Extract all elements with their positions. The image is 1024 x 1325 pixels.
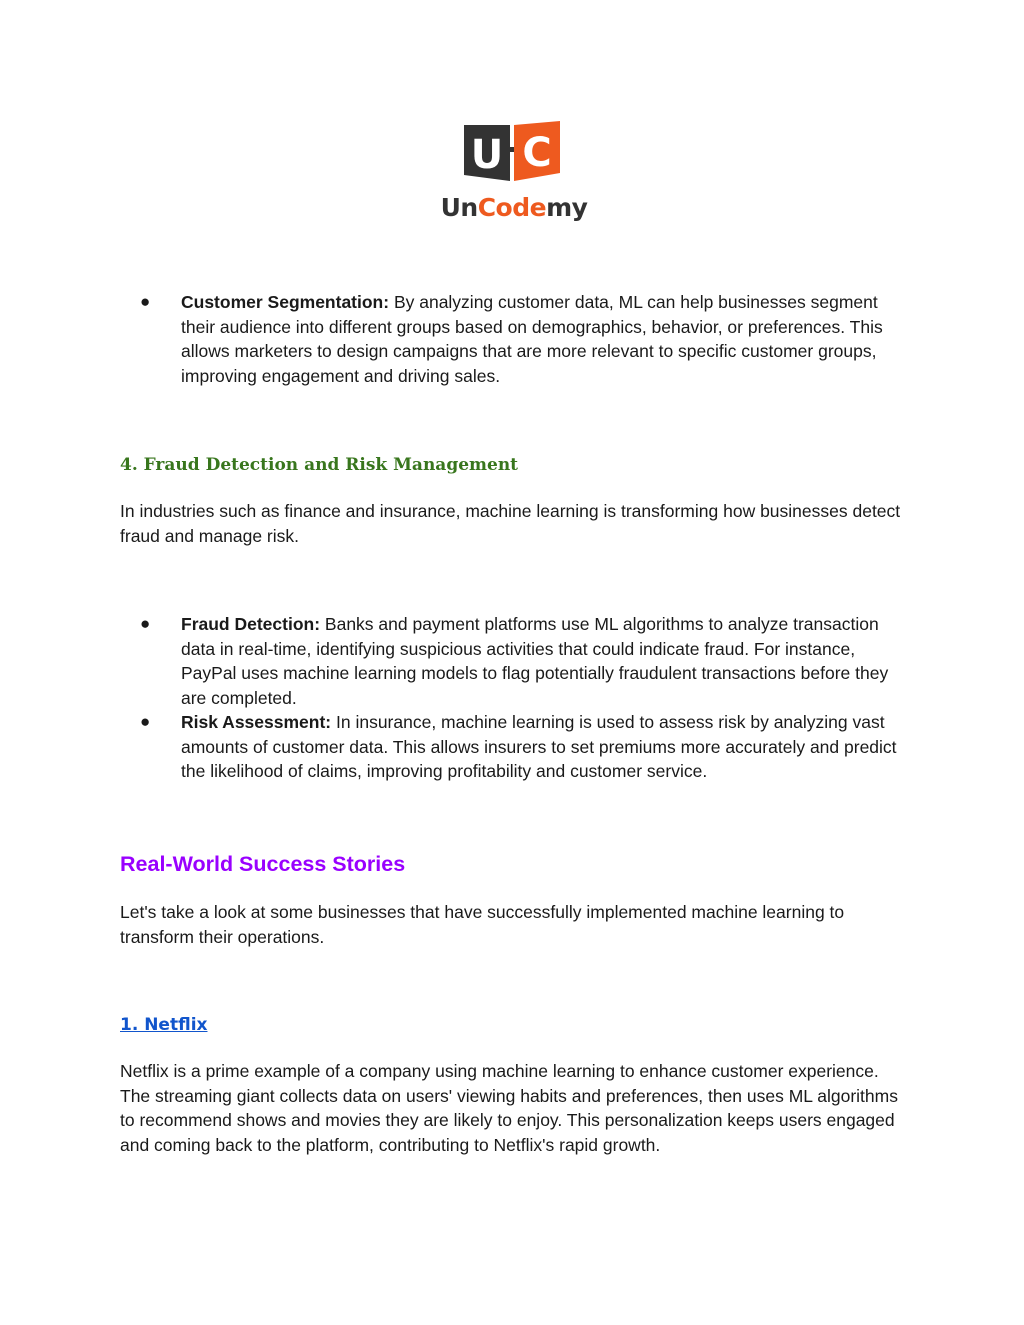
success-intro-paragraph: Let's take a look at some businesses that have successfully implemented machine learning to transform their operations. <box>120 902 845 947</box>
logo-wordmark-code: Code <box>477 193 547 222</box>
bullet-customer-segmentation <box>120 290 900 388</box>
bullet-dot: ● <box>140 614 151 633</box>
customer-bullet-list <box>120 290 900 388</box>
fraud-bullet-list <box>120 612 900 784</box>
success-stories-heading: Real-World Success Stories <box>120 852 406 876</box>
bullet-text: By analyzing customer data, ML can help businesses segment their audience into different groups based on demographics, behavior, or preferences. This allows marketers to design campaigns that are more relevant to specific customer groups, improving engagement and driving sales. <box>181 292 883 386</box>
bullet-term: Customer Segmentation: <box>181 292 390 312</box>
bullet-term: Fraud Detection: <box>181 614 321 634</box>
bullet-risk-assessment <box>120 710 900 784</box>
bullet-text: In insurance, machine learning is used to assess risk by analyzing vast amounts of customer data. This allows insurers to set premiums more accurately and predict the likelihood of claims, improving profitability and customer service. <box>181 712 897 781</box>
uncodemy-logo-mark <box>464 121 560 185</box>
logo-wordmark-un: Un <box>440 193 478 222</box>
netflix-heading <box>120 1013 207 1037</box>
uncodemy-logo <box>434 121 594 225</box>
logo-mark-letter-u: U <box>470 132 504 178</box>
bullet-fraud-detection <box>120 612 900 710</box>
netflix-heading-link[interactable]: 1. Netflix <box>120 1015 208 1035</box>
logo-wordmark <box>434 193 594 223</box>
fraud-section-heading: 4. Fraud Detection and Risk Management <box>120 455 519 475</box>
bullet-dot: ● <box>140 292 151 311</box>
bullet-term: Risk Assessment: <box>181 712 332 732</box>
bullet-text: Banks and payment platforms use ML algorithms to analyze transaction data in real-time, identifying suspicious activities that could indicate fraud. For instance, PayPal uses machine learning models to flag potentially fraudulent transactions before they are completed. <box>181 614 889 708</box>
bullet-dot: ● <box>140 712 151 731</box>
netflix-paragraph: Netflix is a prime example of a company using machine learning to enhance customer experience. The streaming giant collects data on users' viewing habits and preferences, then uses ML algorithms to recommend shows and movies they are likely to enjoy. This personalization keeps users engaged and coming back to the platform, contributing to Netflix's rapid growth. <box>120 1061 898 1155</box>
logo-mark-letter-c: C <box>522 130 552 176</box>
logo-wordmark-my: my <box>546 193 588 222</box>
fraud-intro-paragraph: In industries such as finance and insurance, machine learning is transforming how businesses detect fraud and manage risk. <box>120 501 901 546</box>
